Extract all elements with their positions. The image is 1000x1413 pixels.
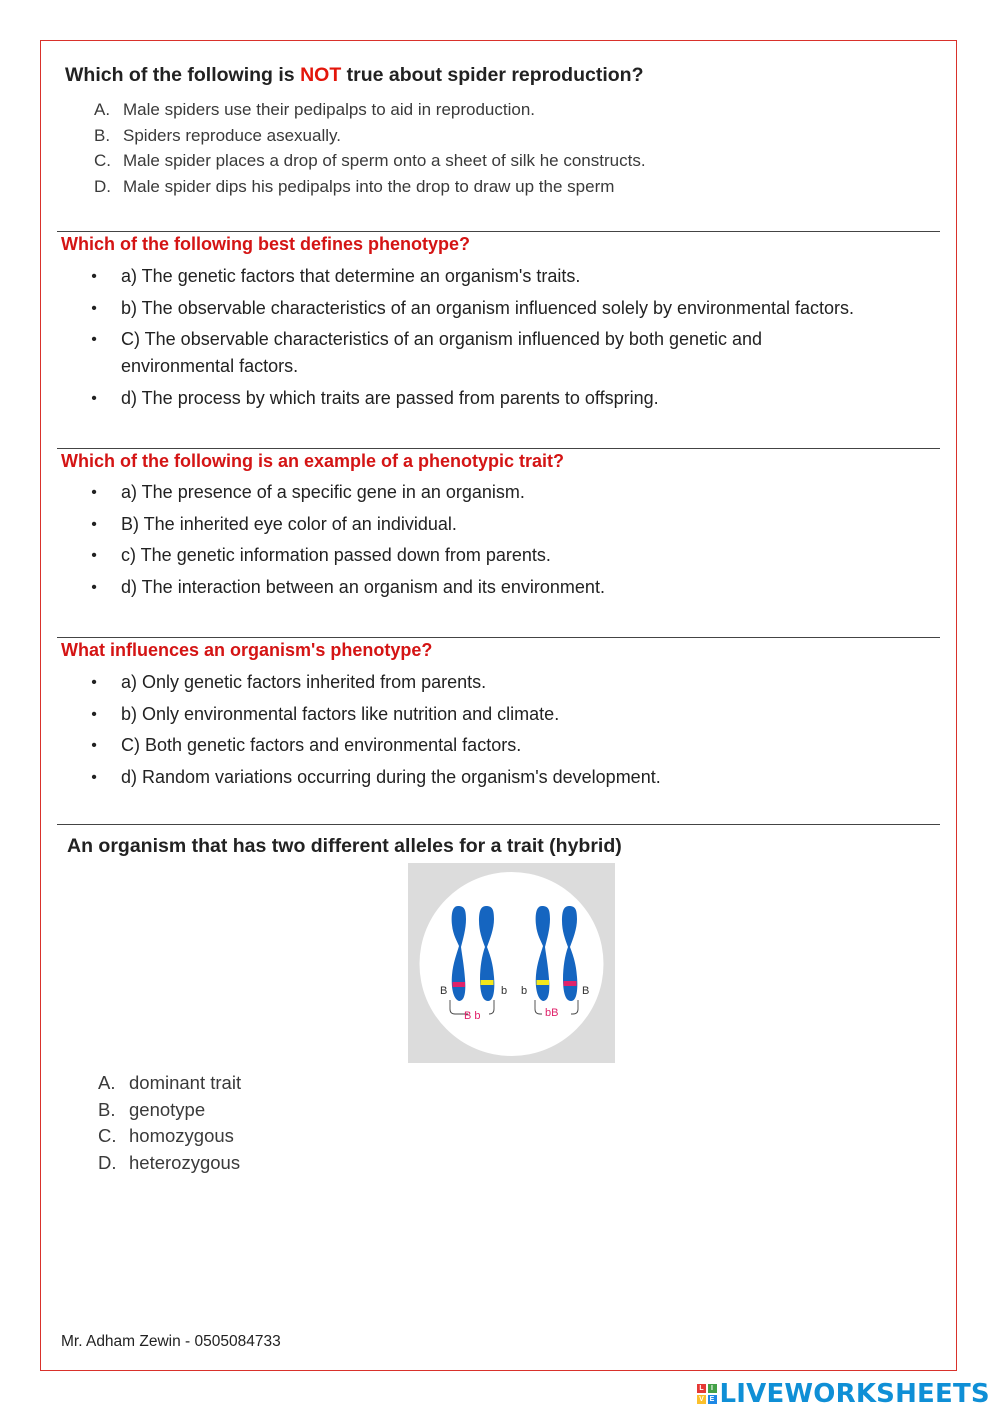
allele-label: B <box>440 985 448 997</box>
option-d[interactable]: • d) The process by which traits are passed from parents to offspring. <box>88 385 938 412</box>
question-1-title: Which of the following is NOT true about spider reproduction? <box>65 64 644 86</box>
bullet-icon: • <box>91 515 97 533</box>
option-a[interactable]: A. Male spiders use their pedipalps to aid in reproduction. <box>94 100 536 119</box>
option-d[interactable]: D. heterozygous <box>98 1152 241 1174</box>
bullet-icon: • <box>91 705 97 723</box>
option-c[interactable]: • C) The observable characteristics of an organism influenced by both genetic and environmental factors. <box>88 326 938 380</box>
option-a[interactable]: A. dominant trait <box>98 1072 242 1093</box>
bullet-icon: • <box>91 299 97 317</box>
allele-band <box>453 982 466 987</box>
question-1-options <box>94 97 646 199</box>
divider <box>57 231 940 232</box>
question-2-options <box>88 263 938 416</box>
option-a[interactable]: • a) Only genetic factors inherited from parents. <box>88 669 938 696</box>
bullet-icon: • <box>91 674 97 691</box>
divider <box>57 824 940 825</box>
option-a[interactable]: • a) The genetic factors that determine an organism's traits. <box>88 263 938 290</box>
allele-band <box>481 980 494 985</box>
question-5-title: An organism that has two different alleles for a trait (hybrid) <box>67 835 622 857</box>
liveworksheets-brand[interactable] <box>697 1379 990 1409</box>
option-b[interactable]: • b) The observable characteristics of an organism influenced solely by environmental factors. <box>88 295 938 322</box>
option-c[interactable]: C. Male spider places a drop of sperm onto a sheet of silk he constructs. <box>94 151 646 170</box>
bullet-icon: • <box>91 737 97 754</box>
question-5-options <box>98 1070 241 1177</box>
author-footer: Mr. Adham Zewin - 0505084733 <box>61 1333 281 1350</box>
option-c[interactable]: • c) The genetic information passed down from parents. <box>88 542 938 569</box>
divider <box>57 637 940 638</box>
liveworksheets-logo-icon: L I V E <box>697 1384 717 1404</box>
bullet-icon: • <box>91 484 97 501</box>
allele-label: b <box>521 985 528 997</box>
option-d[interactable]: • d) Random variations occurring during the organism's development. <box>88 764 938 791</box>
bullet-icon: • <box>91 331 97 348</box>
option-d[interactable]: • d) The interaction between an organism and its environment. <box>88 574 938 601</box>
allele-pair-label: bB <box>545 1007 559 1019</box>
not-emphasis: NOT <box>300 64 342 86</box>
option-b[interactable]: B. Spiders reproduce asexually. <box>94 125 341 145</box>
bullet-icon: • <box>91 547 97 564</box>
question-4-title: What influences an organism's phenotype? <box>61 640 433 660</box>
allele-band <box>537 980 550 985</box>
bullet-icon: • <box>91 578 97 596</box>
option-c[interactable]: • C) Both genetic factors and environmental factors. <box>88 732 938 759</box>
question-3-title: Which of the following is an example of a phenotypic trait? <box>61 451 565 471</box>
question-3-options <box>88 479 938 605</box>
allele-label: b <box>501 985 508 997</box>
chromosome-diagram <box>408 863 615 1063</box>
question-4-options <box>88 669 938 795</box>
bullet-icon: • <box>91 389 97 407</box>
option-a[interactable]: • a) The presence of a specific gene in an organism. <box>88 479 938 506</box>
option-b[interactable]: • b) Only environmental factors like nutrition and climate. <box>88 701 938 728</box>
option-c[interactable]: C. homozygous <box>98 1125 234 1147</box>
bullet-icon: • <box>91 768 97 786</box>
option-b[interactable]: B. genotype <box>98 1098 206 1120</box>
divider <box>57 448 940 449</box>
option-b[interactable]: • B) The inherited eye color of an individual. <box>88 511 938 538</box>
option-d[interactable]: D. Male spider dips his pedipalps into the drop to draw up the sperm <box>94 176 615 196</box>
question-2-title: Which of the following best defines phenotype? <box>61 234 470 254</box>
bullet-icon: • <box>91 268 97 285</box>
allele-label: B <box>582 985 590 997</box>
allele-band <box>564 981 577 986</box>
allele-pair-label: B b <box>464 1010 481 1022</box>
brand-name: LIVEWORKSHEETS <box>719 1379 990 1409</box>
